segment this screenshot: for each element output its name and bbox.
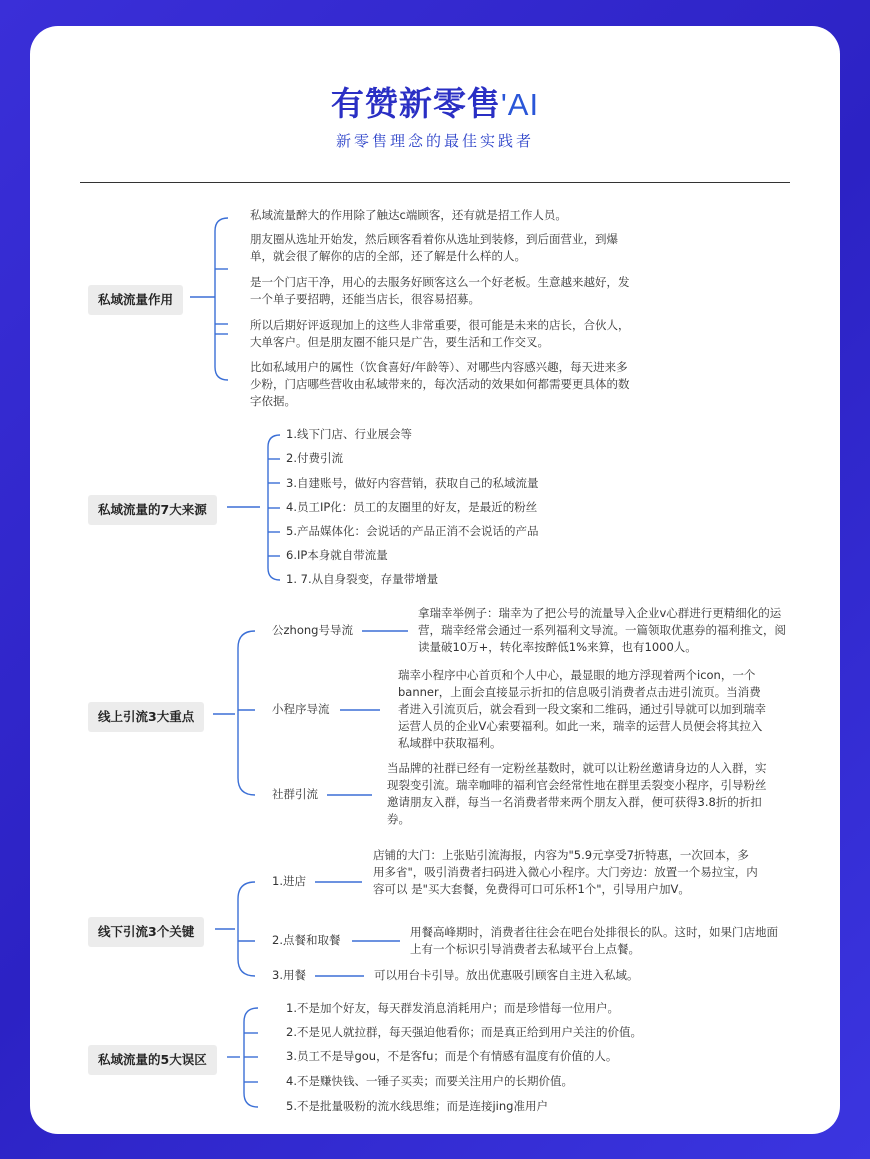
node-seven-sources: 私域流量的7大来源 (88, 495, 217, 525)
s1-item-1: 私域流量醉大的作用除了触达c端顾客，还有就是招工作人员。 (250, 208, 567, 222)
s2-item-2: 2.付费引流 (286, 451, 343, 465)
s3-text-community: 当品牌的社群已经有一定粉丝基数时，就可以让粉丝邀请身边的人入群，实现裂变引流。瑞幸咖啡的福利官会经常性地在群里丢裂变小程序，引导粉丝邀请朋友入群，每当一名消费者带来两个朋友入群，便可获得3.8折的折扣券。 (387, 761, 767, 826)
connector-s1-bracket (215, 218, 228, 380)
s3-text-mini-program: 瑞幸小程序中心首页和个人中心，最显眼的地方浮现着两个icon，一个banner，上面会直接显示折扣的信息吸引消费者点击进引流页。当消费者进入引流页后，就会看到一段文案和二维码，通过引导就可以加到瑞幸运营人员的企业V心索要福利。如此一来，瑞幸的运营人员便会将其拉入私域群中获取福利。 (398, 668, 766, 750)
s5-item-3: 3.员工不是导gou，不是客fu；而是个有情感有温度有价值的人。 (286, 1049, 618, 1063)
s5-item-1: 1.不是加个好友，每天群发消息消耗用户；而是珍惜每一位用户。 (286, 1001, 619, 1015)
s1-item-2: 朋友圈从选址开始发，然后顾客看着你从选址到装修，到后面营业，到爆单，就会很了解你的店的全部，还了解是什么样的人。 (250, 232, 618, 263)
logo-ai: 'AI (500, 87, 540, 122)
node-private-traffic-role: 私域流量作用 (88, 285, 183, 315)
s5-item-4: 4.不是赚快钱、一锤子买卖；而要关注用户的长期价值。 (286, 1074, 573, 1088)
node-five-misconceptions: 私域流量的5大误区 (88, 1045, 217, 1075)
s2-item-4: 4.员工IP化：员工的友圈里的好友，是最近的粉丝 (286, 500, 538, 514)
s4-text-ordering: 用餐高峰期时，消费者往往会在吧台处排很长的队。这时，如果门店地面上有一个标识引导消费者去私域平台上点餐。 (410, 925, 778, 956)
s3-text-official-account: 拿瑞幸举例子：瑞幸为了把公号的流量导入企业v心群进行更精细化的运营，瑞幸经常会通过一系列福利文导流。一篇领取优惠券的福利推文，阅读量破10万+，转化率按醉低1%来算，也有1000人。 (418, 606, 786, 654)
connector-s4-bracket (238, 882, 255, 976)
node-online-channels: 线上引流3大重点 (88, 702, 204, 732)
s2-item-7: 1. 7.从自身裂变，存量带增量 (286, 572, 439, 586)
s4-text-dining: 可以用台卡引导。放出优惠吸引顾客自主进入私域。 (374, 968, 639, 982)
s3-label-community: 社群引流 (272, 787, 318, 801)
s1-item-3: 是一个门店干净，用心的去服务好顾客这么一个好老板。生意越来越好，发一个单子要招聘，还能当店长，很容易招募。 (250, 275, 630, 306)
s2-item-5: 5.产品媒体化：会说话的产品正消不会说话的产品 (286, 524, 539, 538)
s5-item-5: 5.不是批量吸粉的流水线思维；而是连接jing准用户 (286, 1099, 548, 1113)
s3-label-official-account: 公zhong号导流 (272, 623, 353, 637)
s4-label-dining: 3.用餐 (272, 968, 306, 982)
s1-item-4: 所以后期好评返现加上的这些人非常重要，很可能是未来的店长，合伙人，大单客户。但是朋友圈不能只是广告，要生活和工作交叉。 (250, 318, 630, 349)
s4-label-enter-store: 1.进店 (272, 874, 306, 888)
logo-text: 有赞新零售 (330, 84, 501, 123)
s1-item-5: 比如私域用户的属性（饮食喜好/年龄等）、对哪些内容感兴趣，每天进来多少粉，门店哪些营收由私域带来的，每次活动的效果如何都需要更具体的数字依据。 (250, 360, 630, 408)
s2-item-3: 3.自建账号，做好内容营销，获取自己的私域流量 (286, 476, 539, 490)
s2-item-6: 6.IP本身就自带流量 (286, 548, 388, 562)
content-card (30, 26, 840, 1134)
s2-item-1: 1.线下门店、行业展会等 (286, 427, 412, 441)
node-offline-keys: 线下引流3个关键 (88, 917, 204, 947)
brand-subtitle: 新零售理念的最佳实践者 (335, 132, 534, 150)
s4-text-enter-store: 店铺的大门：上张贴引流海报，内容为"5.9元享受7折特惠，一次回本，多用多省"，吸引消费者扫码进入微心小程序。大门旁边：放置一个易拉宝，内容可以 是"买大套餐，免费得可口可乐杯1个"，引导用户加V。 (373, 848, 758, 896)
s4-label-ordering: 2.点餐和取餐 (272, 933, 341, 947)
s3-label-mini-program: 小程序导流 (272, 702, 330, 716)
connector-s3-bracket (238, 631, 255, 795)
s5-item-2: 2.不是见人就拉群，每天强迫他看你；而是真正给到用户关注的价值。 (286, 1025, 642, 1039)
